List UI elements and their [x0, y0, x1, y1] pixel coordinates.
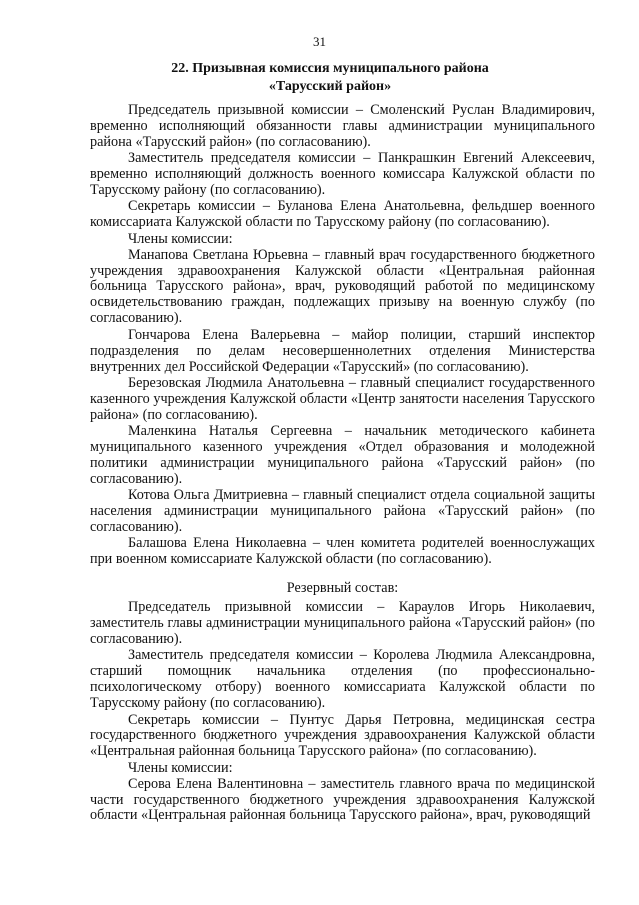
reserve-secretary-paragraph: Секретарь комиссии – Пунтус Дарья Петровна, медицинская сестра государственного бюджетного учреждения здравоохранения Калужской области «Центральная районная больница Тарусского района» (по согласованию). — [90, 711, 595, 760]
section-title-line-2: «Тарусский район» — [268, 79, 392, 94]
member-paragraph: Балашова Елена Николаевна – член комитета родителей военнослужащих при военном комиссариате Калужской области (по согласованию). — [90, 535, 595, 568]
secretary-paragraph: Секретарь комиссии – Буланова Елена Анатольевна, фельдшер военного комиссариата Калужской области по Тарусскому району (по согласованию). — [90, 198, 595, 231]
member-paragraph: Гончарова Елена Валерьевна – майор полиции, старший инспектор подразделения по делам несовершеннолетних отделения Министерства внутренних дел Российской Федерации «Тарусский» (по согласованию). — [90, 326, 595, 375]
members-heading: Члены комиссии: — [128, 230, 233, 247]
section-title-line-1: 22. Призывная комиссия муниципального района — [171, 61, 489, 76]
chairman-paragraph: Председатель призывной комиссии – Смоленский Руслан Владимирович, временно исполняющий обязанности главы администрации муниципального района «Тарусский район» (по согласованию). — [90, 102, 595, 150]
reserve-heading: Резервный состав: — [286, 580, 399, 597]
member-paragraph: Маленкина Наталья Сергеевна – начальник методического кабинета муниципального казенного учреждения «Отдел образования и молодежной политики администрации муниципального района «Тарусский район» (по согласованию). — [90, 423, 595, 487]
reserve-member-paragraph: Серова Елена Валентиновна – заместитель главного врача по медицинской части государственного бюджетного учреждения здравоохранения Калужской области «Центральная районная больница Тарусского района», врач, руководящий — [90, 775, 595, 824]
member-paragraph: Манапова Светлана Юрьевна – главный врач государственного бюджетного учреждения здравоохранения Калужской области «Центральная районная больница Тарусского района», врач, руководящий работой по медицинскому освидетельствованию граждан, подлежащих призыву на военную службу (по согласованию). — [90, 246, 595, 327]
document-body — [90, 103, 595, 825]
reserve-members-heading: Члены комиссии: — [128, 759, 233, 776]
page-number: 31 — [313, 34, 326, 49]
member-paragraph: Березовская Людмила Анатольевна – главный специалист государственного казенного учреждения Калужской области «Центр занятости населения Тарусского района» (по согласованию). — [90, 374, 595, 423]
reserve-deputy-chairman-paragraph: Заместитель председателя комиссии – Королева Людмила Александровна, старший помощник начальника отделения (по профессионально-психологическому отбору) военного комиссариата Калужской области по Тарусскому району (по согласованию). — [90, 647, 595, 712]
member-paragraph: Котова Ольга Дмитриевна – главный специалист отдела социальной защиты населения администрации муниципального района «Тарусский район» (по согласованию). — [90, 487, 595, 536]
reserve-chairman-paragraph: Председатель призывной комиссии – Караулов Игорь Николаевич, заместитель главы администрации муниципального района «Тарусский район» (по согласованию). — [90, 599, 595, 647]
deputy-chairman-paragraph: Заместитель председателя комиссии – Панкрашкин Евгений Алексеевич, временно исполняющий должность военного комиссара Калужской области по Тарусскому району (по согласованию). — [90, 150, 595, 199]
section-title — [90, 60, 570, 96]
